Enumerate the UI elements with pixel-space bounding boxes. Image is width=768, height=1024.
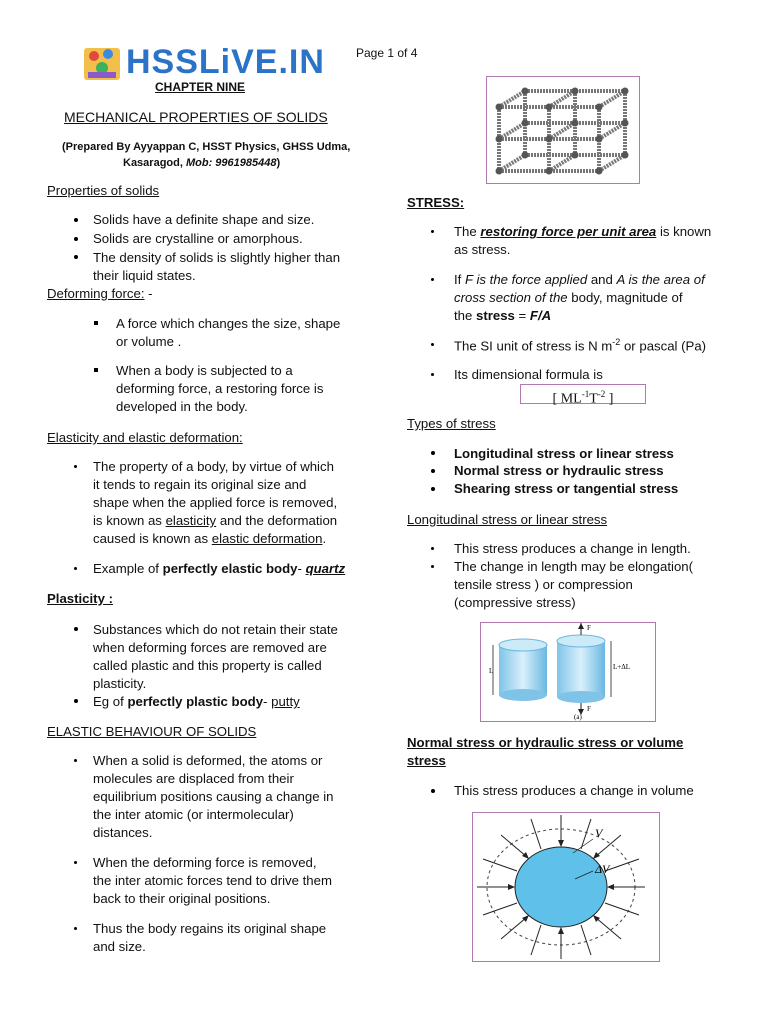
list-item: Solids are crystalline or amorphous. xyxy=(93,231,303,246)
chapter-label: CHAPTER NINE xyxy=(155,80,246,94)
label-L: L xyxy=(489,667,494,675)
bullet-icon xyxy=(74,759,77,762)
bullet-icon xyxy=(431,789,435,793)
bullet-icon xyxy=(74,237,78,241)
bullet-icon xyxy=(431,547,434,550)
paragraph-line: and size. xyxy=(93,939,146,954)
list-item: Shearing stress or tangential stress xyxy=(454,481,679,496)
si-unit-line: The SI unit of stress is N $m^{-2}$ or pascal (Pa) xyxy=(454,337,707,354)
paragraph-line: the inter atomic (or intermolecular) xyxy=(93,807,294,822)
paragraph-line: back to their original positions. xyxy=(93,891,271,906)
list-item: This stress produces a change in volume xyxy=(454,783,694,798)
list-item: The change in length may be elongation( xyxy=(454,559,694,574)
paragraph-line: Thus the body regains its original shape xyxy=(93,921,327,936)
bullet-icon xyxy=(431,373,434,376)
bullet-icon xyxy=(74,861,77,864)
label-dV: ΔV xyxy=(595,862,610,876)
paragraph-line: molecules are displaced from their xyxy=(93,771,294,786)
list-item-cont: or volume . xyxy=(116,334,182,349)
paragraph-line: When the deforming force is removed, xyxy=(93,855,317,870)
crystal-lattice-figure xyxy=(486,76,640,184)
bullet-icon xyxy=(431,469,435,473)
list-item-cont: tensile stress ) or compression xyxy=(454,577,633,592)
label-F-top: F xyxy=(587,624,591,632)
list-item-cont: deforming force, a restoring force is xyxy=(116,381,324,396)
bullet-icon xyxy=(74,699,78,703)
lattice-icon xyxy=(487,77,639,183)
label-F-bottom: F xyxy=(587,705,591,713)
normal-stress-heading-1: Normal stress or hydraulic stress or volume xyxy=(407,735,684,750)
paragraph-line: it tends to regain its original size and xyxy=(93,477,307,492)
bullet-icon xyxy=(74,627,78,631)
bullet-icon xyxy=(74,255,78,259)
stress-heading: STRESS: xyxy=(407,195,465,210)
bullet-icon xyxy=(431,343,434,346)
normal-stress-heading-2: stress xyxy=(407,753,446,768)
paragraph-line: When a solid is deformed, the atoms or xyxy=(93,753,323,768)
bullet-icon xyxy=(74,218,78,222)
paragraph-line: The property of a body, by virtue of which xyxy=(93,459,334,474)
paragraph-line: when deforming forces are removed are xyxy=(93,640,327,655)
list-item: Longitudinal stress or linear stress xyxy=(454,446,674,461)
paragraph-line: the inter atomic forces tend to drive them xyxy=(93,873,332,888)
page-title: MECHANICAL PROPERTIES OF SOLIDS xyxy=(64,109,328,125)
longitudinal-stress-figure xyxy=(480,622,656,722)
bullet-icon xyxy=(74,465,77,468)
label-L-dL: L+ΔL xyxy=(613,663,631,671)
label-V: V xyxy=(595,826,603,840)
properties-heading: Properties of solids xyxy=(47,183,160,198)
paragraph-line: The restoring force per unit area is known xyxy=(454,224,712,239)
paragraph-line: shape when the applied force is removed, xyxy=(93,495,338,510)
square-bullet-icon xyxy=(94,321,98,325)
dimensional-formula: [ $ML^{-1}T^{-2}$ ] xyxy=(520,384,646,404)
list-item: Solids have a definite shape and size. xyxy=(93,212,315,227)
longitudinal-heading: Longitudinal stress or linear stress xyxy=(407,512,608,527)
paragraph-line: caused is known as elastic deformation. xyxy=(93,531,327,546)
list-item-cont: their liquid states. xyxy=(93,268,196,283)
logo-text: HSSLiVE.IN xyxy=(126,43,325,81)
deforming-heading: Deforming force: - xyxy=(47,286,153,301)
list-item-cont: developed in the body. xyxy=(116,399,248,414)
bullet-icon xyxy=(431,230,434,233)
bullet-icon xyxy=(74,567,77,570)
paragraph-line: Substances which do not retain their state xyxy=(93,622,338,637)
paragraph-line: the stress = F/A xyxy=(454,308,552,323)
sphere-compression-icon xyxy=(473,813,659,961)
elasticity-heading: Elasticity and elastic deformation: xyxy=(47,430,243,445)
list-item: The density of solids is slightly higher than xyxy=(93,250,341,265)
plasticity-heading: Plasticity : xyxy=(47,591,113,606)
list-item: When a body is subjected to a xyxy=(116,363,293,378)
paragraph-line: called plastic and this property is called xyxy=(93,658,322,673)
bullet-icon xyxy=(431,451,435,455)
paragraph-line: distances. xyxy=(93,825,153,840)
elastic-behaviour-heading: ELASTIC BEHAVIOUR OF SOLIDS xyxy=(47,724,257,739)
bullet-icon xyxy=(431,487,435,491)
author-line-2: Kasaragod, Mob: 9961985448) xyxy=(123,157,281,169)
cylinders-icon xyxy=(481,623,655,721)
paragraph-line: equilibrium positions causing a change in xyxy=(93,789,334,804)
list-item: A force which changes the size, shape xyxy=(116,316,341,331)
paragraph-line: is known as elasticity and the deformation xyxy=(93,513,338,528)
list-item-cont: (compressive stress) xyxy=(454,595,576,610)
bullet-icon xyxy=(431,278,434,281)
dimension-line: Its dimensional formula is xyxy=(454,367,603,382)
paragraph-line: If F is the force applied and A is the area of xyxy=(454,272,705,287)
page-number: Page 1 of 4 xyxy=(356,46,418,60)
volume-stress-figure xyxy=(472,812,660,962)
logo-icon xyxy=(82,42,124,84)
author-line-1: (Prepared By Ayyappan C, HSST Physics, GHSS Udma, xyxy=(62,141,351,153)
paragraph-line: as stress. xyxy=(454,242,511,257)
types-heading: Types of stress xyxy=(407,416,496,431)
example-line: Example of perfectly elastic body- quartz xyxy=(93,561,346,576)
bullet-icon xyxy=(431,565,434,568)
bullet-icon xyxy=(74,927,77,930)
figure-caption: (a) xyxy=(574,713,582,721)
square-bullet-icon xyxy=(94,368,98,372)
list-item: This stress produces a change in length. xyxy=(454,541,691,556)
paragraph-line: plasticity. xyxy=(93,676,147,691)
paragraph-line: cross section of the body, magnitude of xyxy=(454,290,683,305)
example-line: Eg of perfectly plastic body- putty xyxy=(93,694,300,709)
list-item: Normal stress or hydraulic stress xyxy=(454,463,664,478)
